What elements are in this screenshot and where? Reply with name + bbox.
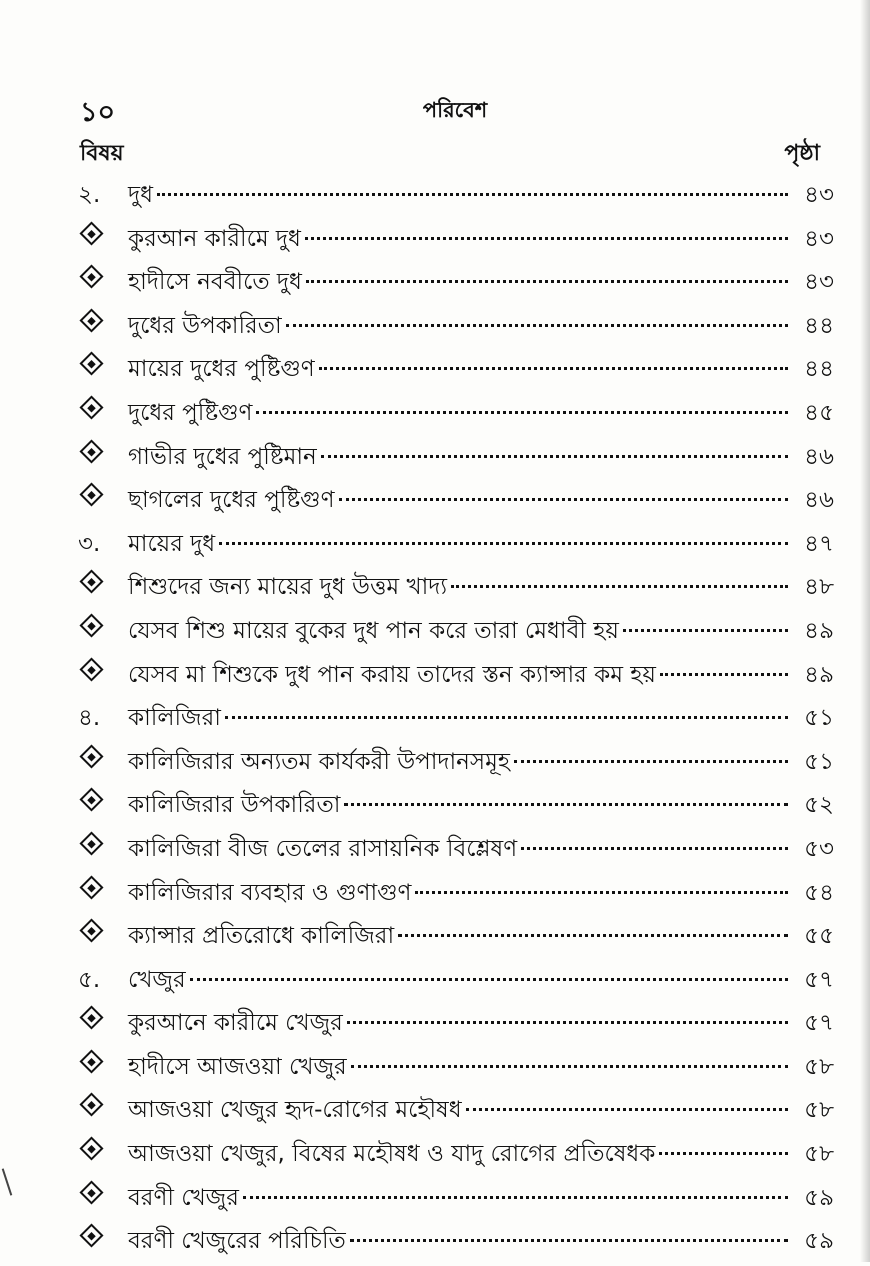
toc-entry-title: কালিজিরার উপকারিতা	[128, 792, 341, 819]
toc-bullet	[78, 621, 128, 638]
toc-bullet	[78, 272, 128, 289]
toc-entry-page: ৫৮	[804, 1141, 834, 1168]
page-column-heading: পৃষ্ঠা	[784, 141, 820, 166]
diamond-bullet-icon	[79, 1049, 103, 1073]
toc-entry-title: যেসব শিশু মায়ের বুকের দুধ পান করে তারা মেধাবী হয়	[128, 617, 619, 644]
dot-leader	[398, 934, 788, 937]
toc-entry	[78, 1135, 834, 1179]
toc-entry	[78, 874, 834, 918]
toc-entry	[78, 481, 834, 525]
dot-leader	[451, 585, 788, 588]
diamond-bullet-icon	[79, 265, 103, 289]
toc-entry-title: বরণী খেজুর	[128, 1184, 239, 1211]
toc-bullet	[78, 1144, 128, 1161]
diamond-bullet-icon	[79, 395, 103, 419]
toc-entry-page: ৪৬	[804, 487, 834, 514]
diamond-bullet-icon	[79, 308, 103, 332]
table-of-contents	[78, 176, 834, 1266]
toc-entry-title: কালিজিরা বীজ তেলের রাসায়নিক বিশ্লেষণ	[128, 835, 518, 862]
running-title: পরিবেশ	[422, 98, 488, 122]
dot-leader	[466, 1108, 788, 1111]
toc-entry	[78, 743, 834, 787]
toc-entry-title: দুধের উপকারিতা	[128, 312, 282, 339]
toc-entry	[78, 525, 834, 569]
toc-bullet	[78, 490, 128, 507]
toc-bullet	[78, 1231, 128, 1248]
toc-bullet	[78, 1100, 128, 1117]
toc-entry	[78, 176, 834, 220]
toc-entry-title: ছাগলের দুধের পুষ্টিগুণ	[128, 487, 335, 514]
toc-entry-title: আজওয়া খেজুর হৃদ-রোগের মহৌষধ	[128, 1097, 462, 1124]
dot-leader	[243, 1196, 788, 1199]
toc-entry	[78, 1004, 834, 1048]
toc-bullet	[78, 839, 128, 856]
toc-entry-page: ৪৪	[804, 312, 834, 339]
diamond-bullet-icon	[79, 875, 103, 899]
dot-leader	[339, 498, 789, 501]
dot-leader	[225, 716, 788, 719]
dot-leader	[219, 542, 788, 545]
diamond-bullet-icon	[79, 1006, 103, 1030]
toc-entry	[78, 612, 834, 656]
diamond-bullet-icon	[79, 1137, 103, 1161]
toc-bullet	[78, 752, 128, 769]
toc-entry-page: ৫৩	[804, 835, 834, 862]
diamond-bullet-icon	[79, 1093, 103, 1117]
toc-entry-page: ৫৯	[804, 1184, 834, 1211]
diamond-bullet-icon	[79, 831, 103, 855]
diamond-bullet-icon	[79, 657, 103, 681]
toc-entry-page: ৫৯	[804, 1228, 834, 1255]
toc-entry-title: কালিজিরা	[128, 705, 221, 732]
dot-leader	[415, 891, 788, 894]
dot-leader	[350, 1239, 788, 1242]
toc-entry	[78, 917, 834, 961]
toc-entry	[78, 568, 834, 612]
diamond-bullet-icon	[79, 613, 103, 637]
subject-column-heading: বিষয়	[80, 141, 124, 166]
toc-bullet	[78, 883, 128, 900]
diamond-bullet-icon	[79, 1180, 103, 1204]
toc-entry-title: দুধের পুষ্টিগুণ	[128, 399, 253, 426]
toc-entry	[78, 394, 834, 438]
toc-entry-page: ৫৫	[804, 923, 834, 950]
toc-entry	[78, 1179, 834, 1223]
toc-entry	[78, 961, 834, 1005]
diamond-bullet-icon	[79, 439, 103, 463]
diamond-bullet-icon	[79, 221, 103, 245]
diamond-bullet-icon	[79, 352, 103, 376]
dot-leader	[286, 324, 788, 327]
toc-entry	[78, 350, 834, 394]
toc-entry	[78, 830, 834, 874]
toc-entry	[78, 263, 834, 307]
toc-entry-title: কালিজিরার ব্যবহার ও গুণাগুণ	[128, 879, 412, 906]
toc-bullet	[78, 1188, 128, 1205]
dot-leader	[321, 455, 788, 458]
dot-leader	[351, 1065, 788, 1068]
toc-entry	[78, 438, 834, 482]
toc-entry-title: কুরআনে কারীমে খেজুর	[128, 1010, 343, 1037]
toc-bullet	[78, 447, 128, 464]
chapter-number-text: ৩.	[78, 530, 101, 557]
toc-entry-title: খেজুর	[128, 966, 186, 993]
toc-bullet	[78, 403, 128, 420]
toc-entry-title: হাদীসে আজওয়া খেজুর	[128, 1053, 347, 1080]
toc-bullet	[78, 795, 128, 812]
diamond-bullet-icon	[79, 788, 103, 812]
page-header	[80, 92, 830, 128]
toc-entry-title: দুধ	[128, 182, 153, 208]
toc-entry-page: ৫৮	[804, 1053, 834, 1080]
toc-entry-title: আজওয়া খেজুর, বিষের মহৌষধ ও যাদু রোগের প্রতিষেধক	[128, 1141, 656, 1168]
toc-bullet	[78, 577, 128, 594]
toc-bullet	[78, 926, 128, 943]
toc-entry	[78, 786, 834, 830]
toc-entry-page: ৪৭	[804, 530, 834, 557]
toc-entry-page: ৪৯	[804, 661, 834, 688]
toc-entry-title: ক্যান্সার প্রতিরোধে কালিজিরা	[128, 923, 395, 950]
toc-entry-page: ৫৭	[804, 966, 834, 993]
toc-entry-title: হাদীসে নববীতে দুধ	[128, 269, 302, 296]
dot-leader	[319, 367, 788, 370]
toc-entry-title: কালিজিরার অন্যতম কার্যকরী উপাদানসমূহ	[128, 748, 510, 775]
toc-entry-page: ৪৪	[804, 356, 834, 383]
toc-entry-title: গাভীর দুধের পুষ্টিমান	[128, 443, 317, 470]
toc-column-headers	[80, 136, 830, 170]
toc-entry-page: ৪৮	[804, 574, 834, 601]
toc-entry-title: শিশুদের জন্য মায়ের দুধ উত্তম খাদ্য	[128, 574, 448, 601]
toc-entry-page: ৫১	[804, 705, 834, 732]
chapter-number	[78, 176, 128, 215]
toc-entry-title: যেসব মা শিশুকে দুধ পান করায় তাদের স্তন ক্যান্সার কম হয়	[128, 661, 656, 688]
toc-bullet	[78, 359, 128, 376]
dot-leader	[157, 193, 788, 196]
chapter-number	[78, 961, 128, 1000]
toc-entry-title: বরণী খেজুরের পরিচিতি	[128, 1228, 346, 1255]
chapter-number-text: ৫.	[78, 966, 101, 993]
toc-bullet	[78, 1057, 128, 1074]
dot-leader	[305, 237, 788, 240]
dot-leader	[306, 280, 788, 283]
chapter-number-text: ৪.	[78, 705, 101, 732]
dot-leader	[256, 411, 788, 414]
toc-entry-page: ৪৩	[804, 182, 834, 208]
diamond-bullet-icon	[79, 570, 103, 594]
diamond-bullet-icon	[79, 919, 103, 943]
page-edge-shadow	[860, 0, 870, 1262]
chapter-number	[78, 699, 128, 738]
dot-leader	[190, 978, 788, 981]
dot-leader	[659, 1152, 788, 1155]
toc-entry-title: কুরআন কারীমে দুধ	[128, 225, 301, 252]
toc-entry-page: ৪৬	[804, 443, 834, 470]
toc-bullet	[78, 316, 128, 333]
toc-entry-page: ৪৩	[804, 269, 834, 296]
toc-entry-page: ৫৭	[804, 1010, 834, 1037]
toc-entry-page: ৫১	[804, 748, 834, 775]
toc-entry	[78, 1091, 834, 1135]
toc-entry-page: ৫৪	[804, 879, 834, 906]
toc-entry	[78, 1048, 834, 1092]
toc-entry	[78, 307, 834, 351]
dot-leader	[514, 760, 788, 763]
chapter-number-text: ২.	[78, 182, 101, 208]
toc-entry-title: মায়ের দুধ	[128, 530, 216, 557]
toc-entry-page: ৪৯	[804, 617, 834, 644]
toc-entry	[78, 1222, 834, 1266]
chapter-number	[78, 525, 128, 564]
toc-entry-page: ৫৮	[804, 1097, 834, 1124]
toc-entry-page: ৪৫	[804, 399, 834, 426]
dot-leader	[521, 847, 788, 850]
diamond-bullet-icon	[79, 483, 103, 507]
dot-leader	[623, 629, 788, 632]
dot-leader	[344, 803, 788, 806]
toc-entry-page: ৪৩	[804, 225, 834, 252]
dot-leader	[347, 1021, 788, 1024]
dot-leader	[660, 673, 788, 676]
diamond-bullet-icon	[79, 744, 103, 768]
diamond-bullet-icon	[79, 1224, 103, 1248]
toc-entry	[78, 220, 834, 264]
scan-mark	[2, 1168, 13, 1195]
page-number: ১০	[80, 97, 116, 128]
toc-bullet	[78, 665, 128, 682]
toc-bullet	[78, 229, 128, 246]
toc-entry-title: মায়ের দুধের পুষ্টিগুণ	[128, 356, 315, 383]
toc-entry	[78, 656, 834, 700]
toc-entry-page: ৫২	[804, 792, 834, 819]
toc-entry	[78, 699, 834, 743]
toc-bullet	[78, 1013, 128, 1030]
